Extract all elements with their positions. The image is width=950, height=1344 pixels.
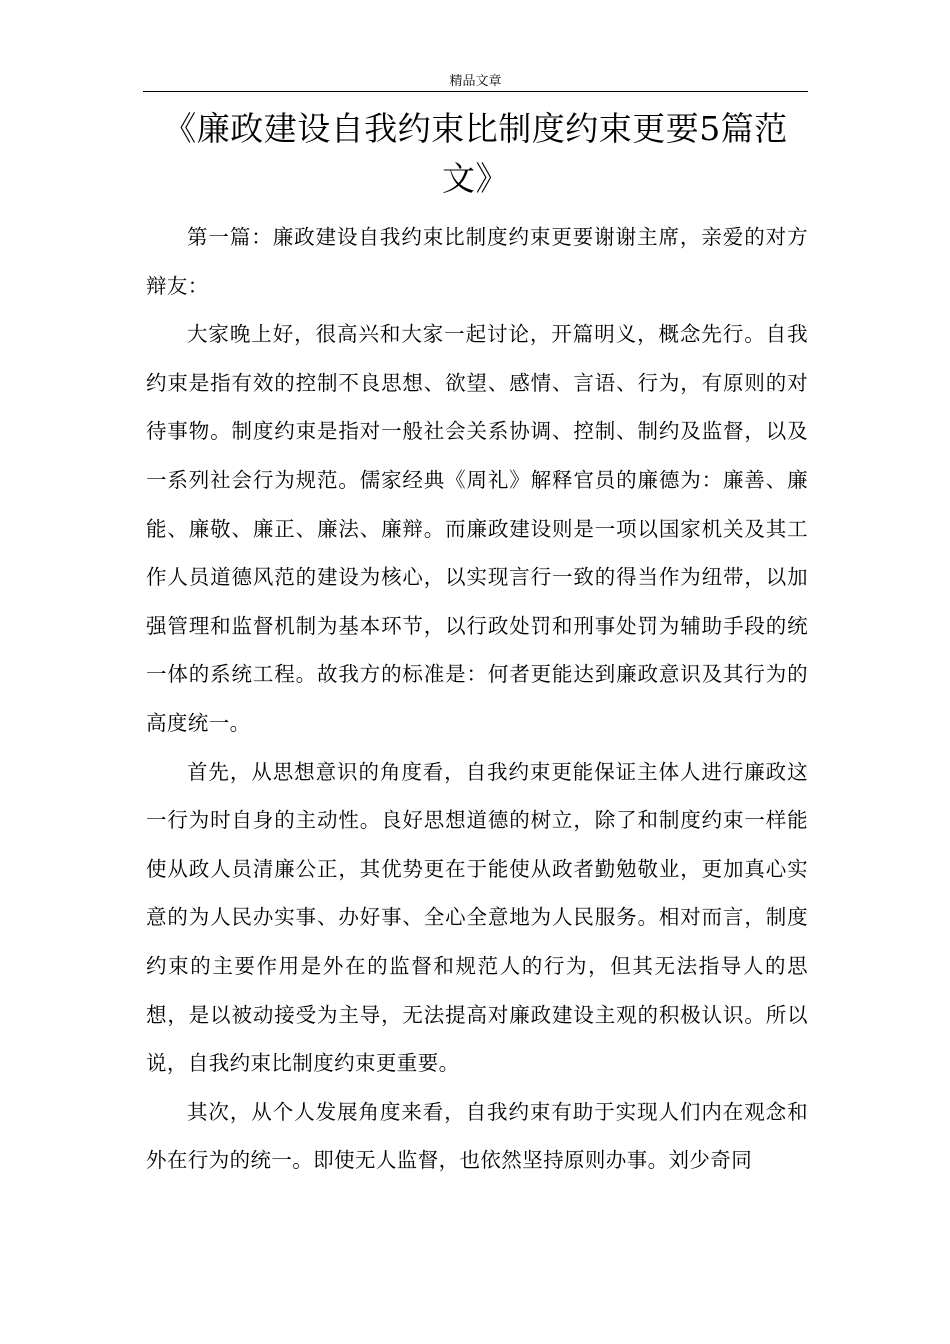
document-title: 《廉政建设自我约束比制度约束更要5篇范文》 [163, 109, 788, 198]
paragraph-1: 第一篇：廉政建设自我约束比制度约束更要谢谢主席，亲爱的对方辩友： [146, 225, 808, 298]
header-divider [143, 91, 808, 92]
document-body [146, 213, 808, 1185]
paragraph-2: 大家晚上好，很高兴和大家一起讨论，开篇明义，概念先行。自我约束是指有效的控制不良思想、欲望、感情、言语、行为，有原则的对待事物。制度约束是指对一般社会关系协调、控制、制约及监督，以及一系列社会行为规范。儒家经典《周礼》解释官员的廉德为：廉善、廉能、廉敬、廉正、廉法、廉辩。而廉政建设则是一项以国家机关及其工作人员道德风范的建设为核心，以实现言行一致的得当作为纽带，以加强管理和监督机制为基本环节，以行政处罚和刑事处罚为辅助手段的统一体的系统工程。故我方的标准是：何者更能达到廉政意识及其行为的高度统一。 [146, 322, 808, 735]
paragraph-3: 首先，从思想意识的角度看，自我约束更能保证主体人进行廉政这一行为时自身的主动性。良好思想道德的树立，除了和制度约束一样能使从政人员清廉公正，其优势更在于能使从政者勤勉敬业，更加真心实意的为人民办实事、办好事、全心全意地为人民服务。相对而言，制度约束的主要作用是外在的监督和规范人的行为，但其无法指导人的思想，是以被动接受为主导，无法提高对廉政建设主观的积极认识。所以说，自我约束比制度约束更重要。 [146, 759, 808, 1076]
page-header: 精品文章 [449, 74, 502, 89]
paragraph-4: 其次，从个人发展角度来看，自我约束有助于实现人们内在观念和外在行为的统一。即使无人监督，也依然坚持原则办事。刘少奇同 [146, 1099, 808, 1173]
